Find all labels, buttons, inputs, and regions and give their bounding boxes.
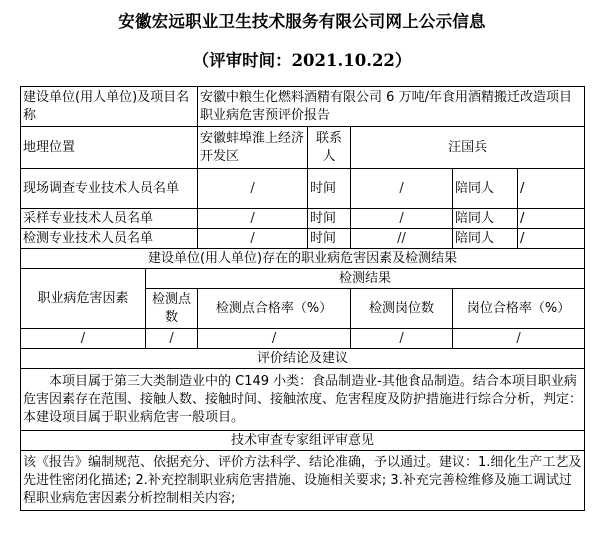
sampling-time-label: 时间 [308, 209, 351, 229]
survey-value: / [198, 169, 308, 209]
testing-escort-label: 陪同人 [453, 229, 518, 249]
sampling-time-value: / [351, 209, 453, 229]
factor-value: / [21, 329, 146, 349]
location-label: 地理位置 [21, 127, 198, 169]
conclusion-section-title: 评价结论及建议 [21, 349, 585, 369]
posts-value: / [351, 329, 453, 349]
contact-value: 汪国兵 [351, 127, 585, 169]
testing-time-label: 时间 [308, 229, 351, 249]
testing-escort-value: / [518, 229, 585, 249]
posts-label: 检测岗位数 [351, 289, 453, 329]
testing-value: / [198, 229, 308, 249]
points-label: 检测点数 [146, 289, 198, 329]
review-time: （评审时间：2021.10.22） [192, 51, 412, 70]
sampling-value: / [198, 209, 308, 229]
sampling-escort-label: 陪同人 [453, 209, 518, 229]
point-rate-label: 检测点合格率（%） [198, 289, 351, 329]
results-label: 检测结果 [146, 269, 585, 289]
location-value: 安徽蚌埠淮上经济开发区 [198, 127, 308, 169]
testing-label: 检测专业技术人员名单 [21, 229, 198, 249]
points-value: / [146, 329, 198, 349]
survey-label: 现场调查专业技术人员名单 [21, 169, 198, 209]
unit-value: 安徽中粮生化燃料酒精有限公司 6 万吨/年食用酒精搬迁改造项目职业病危害预评价报告 [198, 87, 585, 127]
info-table [20, 86, 585, 511]
survey-time-label: 时间 [308, 169, 351, 209]
factor-label: 职业病危害因素 [21, 269, 146, 329]
survey-time-value: / [351, 169, 453, 209]
point-rate-value: / [198, 329, 351, 349]
page-title: 安徽宏远职业卫生技术服务有限公司网上公示信息 [118, 12, 486, 31]
sampling-label: 采样专业技术人员名单 [21, 209, 198, 229]
conclusion-text: 本项目属于第三大类制造业中的 C149 小类：食品制造业-其他食品制造。结合本项目职业病危害因素存在范围、接触人数、接触时间、接触浓度、危害程度及防护措施进行综合分析，判定：本建设项目属于职业病危害一般项目。 [21, 369, 585, 431]
hazards-section-title: 建设单位(用人单位)存在的职业病危害因素及检测结果 [21, 249, 585, 269]
sampling-escort-value: / [518, 209, 585, 229]
post-rate-value: / [453, 329, 585, 349]
contact-label: 联系人 [308, 127, 351, 169]
testing-time-value: // [351, 229, 453, 249]
survey-escort-value: / [518, 169, 585, 209]
unit-label: 建设单位(用人单位)及项目名称 [21, 87, 198, 127]
survey-escort-label: 陪同人 [453, 169, 518, 209]
expert-section-title: 技术审查专家组评审意见 [21, 431, 585, 451]
expert-text: 该《报告》编制规范、依据充分、评价方法科学、结论准确，予以通过。建议：1.细化生产工艺及先进性密闭化描述; 2.补充控制职业病危害措施、设施相关要求; 3.补充完善检维修及施工调试过程职业病危害因素分析控制相关内容; [21, 451, 585, 511]
post-rate-label: 岗位合格率（%） [453, 289, 585, 329]
